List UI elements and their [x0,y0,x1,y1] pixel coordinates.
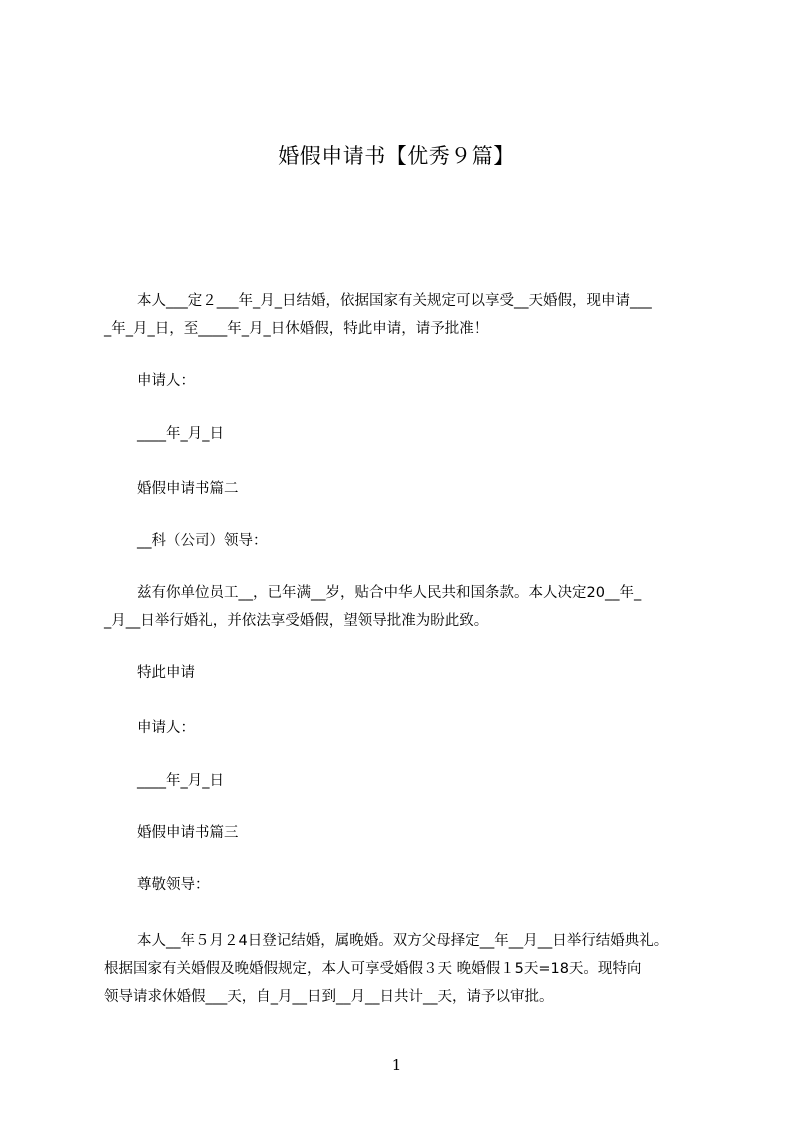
paragraph-line: 根据国家有关婚假及晚婚假规定，本人可享受婚假３天 晚婚假１5天=18天。现特向 [104,961,642,977]
paragraph-line: _月__日举行婚礼，并依法享受婚假，望领导批准为盼此致。 [104,613,489,629]
applicant-label: 申请人： [137,373,195,389]
section-heading-2: 婚假申请书篇二 [137,481,239,497]
document-title: 婚假申请书【优秀９篇】 [278,144,515,168]
paragraph-line: 本人___定２___年_月_日结婚，依据国家有关规定可以享受__天婚假，现申请___ [137,293,652,309]
paragraph-line: _年_月_日，至____年_月_日休婚假，特此申请，请予批准！ [104,321,489,337]
paragraph-line: 领导请求休婚假___天，自_月__日到__月__日共计__天，请予以审批。 [104,989,554,1005]
paragraph-line: 兹有你单位员工__，已年满__岁，贴合中华人民共和国条款。本人决定20__年_ [137,585,642,601]
paragraph-line: 本人__年５月２4日登记结婚，属晚婚。双方父母择定__年__月__日举行结婚典礼。 [137,933,669,949]
salutation-department: __科（公司）领导： [137,533,268,549]
closing-request: 特此申请 [137,665,195,681]
paragraph-leave-request [104,287,704,343]
paragraph-late-marriage [104,927,704,1011]
applicant-label: 申请人： [137,720,195,736]
date-line: ____年_月_日 [137,426,224,442]
section-heading-3: 婚假申请书篇三 [137,825,239,841]
paragraph-wedding-notice [104,579,704,635]
salutation-leader: 尊敬领导： [137,877,210,893]
page-number: 1 [391,1056,402,1074]
date-line: ____年_月_日 [137,773,224,789]
